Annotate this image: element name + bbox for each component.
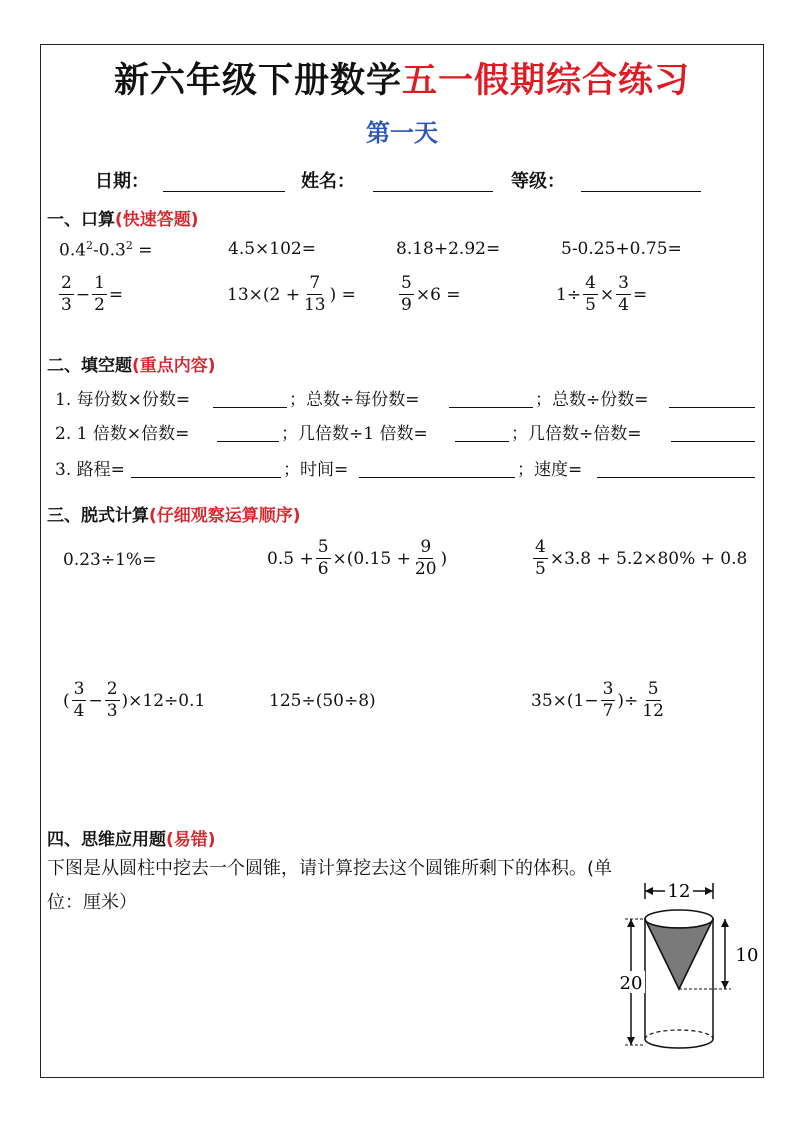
fill-blank[interactable] (213, 407, 287, 408)
expr-post: ) = (329, 284, 356, 305)
section4-heading (47, 825, 216, 850)
fill-blank[interactable] (131, 477, 281, 478)
page-title (41, 53, 763, 103)
section3-title: 三、脱式计算 (47, 506, 149, 526)
calc-q2 (267, 539, 447, 578)
expr-pre: 0.5 + (267, 548, 314, 569)
oral-q8 (556, 275, 647, 314)
numerator: 2 (106, 679, 118, 699)
numerator: 5 (401, 273, 412, 293)
oral-q1-a: 0.4 (59, 240, 87, 261)
fill-line3-c: ；速度= (517, 460, 583, 480)
arrow-head (721, 919, 729, 927)
equals: = (632, 284, 648, 305)
operator: − (75, 284, 91, 305)
grade-label: 等级： (511, 171, 565, 192)
fill-blank[interactable] (359, 477, 515, 478)
calc-q1: 0.23÷1%= (63, 550, 157, 570)
numerator: 4 (585, 273, 596, 293)
denominator: 13 (303, 295, 326, 315)
numerator: 7 (309, 273, 321, 293)
expr-pre: ( (63, 690, 70, 711)
fraction (640, 681, 666, 720)
numerator: 3 (602, 679, 614, 699)
top-width-label: 12 (667, 881, 691, 902)
denominator: 20 (414, 559, 437, 579)
title-black-part: 新六年级下册数学 (113, 61, 402, 101)
expr-post: ×6 = (415, 284, 461, 305)
section2-heading (47, 351, 216, 376)
section4-note: (易错) (166, 830, 216, 850)
numerator: 5 (647, 679, 659, 699)
expr-mid: )÷ (617, 690, 639, 711)
cone-depth-label: 10 (735, 945, 759, 966)
fraction (302, 275, 328, 314)
fill-line3-a: 3. 路程= (55, 460, 125, 480)
denominator: 2 (94, 295, 105, 315)
fill-line1-a: 1. 每份数×份数= (55, 390, 191, 410)
denominator: 5 (535, 559, 546, 579)
denominator: 3 (106, 701, 118, 721)
fraction (92, 275, 107, 314)
denominator: 6 (317, 559, 329, 579)
oral-q1-eq: = (132, 240, 153, 261)
page-subtitle: 第一天 (366, 119, 438, 147)
numerator: 3 (618, 273, 629, 293)
denominator: 4 (618, 295, 629, 315)
name-label: 姓名： (301, 171, 355, 192)
fill-line1-c: ；总数÷份数= (535, 390, 649, 410)
arrow-head (721, 981, 729, 989)
oral-q1 (59, 239, 152, 261)
denominator: 9 (401, 295, 412, 315)
fill-blank[interactable] (217, 441, 279, 442)
fraction (316, 539, 331, 578)
grade-blank[interactable] (581, 191, 701, 192)
section1-note: (快速答题) (115, 210, 199, 230)
fill-blank[interactable] (669, 407, 755, 408)
fill-line2-a: 2. 1 倍数×倍数= (55, 424, 190, 444)
oral-q5 (57, 275, 123, 314)
oral-q3: 8.18+2.92= (396, 239, 501, 259)
denominator: 3 (61, 295, 72, 315)
denominator: 5 (585, 295, 596, 315)
cylinder-bottom-front (645, 1039, 713, 1048)
expr-post: ×3.8 + 5.2×80% + 0.8 (549, 548, 748, 569)
numerator: 3 (73, 679, 85, 699)
cylinder-bottom-back (645, 1030, 713, 1039)
arrow-head (645, 887, 653, 895)
fill-blank[interactable] (449, 407, 533, 408)
fill-line3-b: ；时间= (283, 460, 349, 480)
fraction (72, 681, 87, 720)
section2-title: 二、填空题 (47, 356, 132, 376)
cone-front (645, 919, 713, 989)
fill-blank[interactable] (597, 477, 755, 478)
fill-blank[interactable] (455, 441, 509, 442)
section1-heading (47, 205, 199, 230)
name-blank[interactable] (373, 191, 493, 192)
expr-mid: ×(0.15 + (332, 548, 411, 569)
denominator: 4 (73, 701, 85, 721)
numerator: 5 (317, 537, 329, 557)
calc-q6 (531, 681, 668, 720)
denominator: 12 (642, 701, 664, 721)
numerator: 9 (420, 537, 432, 557)
numerator: 2 (61, 273, 72, 293)
fill-line2-b: ；几倍数÷1 倍数= (281, 424, 428, 444)
fraction (533, 539, 548, 578)
oral-q4: 5-0.25+0.75= (561, 239, 682, 259)
expr-post: )×12÷0.1 (121, 690, 206, 711)
cylinder-cone-figure (601, 879, 761, 1059)
height-label: 20 (619, 973, 643, 994)
fraction (413, 539, 439, 578)
section4-title: 四、思维应用题 (47, 830, 166, 850)
equals: = (108, 284, 124, 305)
arrow-head (627, 919, 635, 927)
arrow-head (705, 887, 713, 895)
fill-line1-b: ；总数÷每份数= (289, 390, 420, 410)
worksheet-frame (40, 44, 764, 1078)
problem-text-line2: 位：厘米） (47, 892, 137, 913)
fraction (399, 275, 414, 314)
oral-q2: 4.5×102= (228, 239, 316, 259)
oral-q1-exp2: 2 (125, 239, 133, 252)
oral-q6 (227, 275, 356, 314)
expr-post: ) (440, 548, 448, 569)
oral-q1-exp1: 2 (86, 239, 94, 252)
problem-text-line1: 下图是从圆柱中挖去一个圆锥，请计算挖去这个圆锥所剩下的体积。(单 (47, 858, 613, 879)
expr-pre: 13×(2 + (227, 284, 300, 305)
arrow-head (627, 1037, 635, 1045)
section2-note: (重点内容) (132, 356, 216, 376)
calc-q4 (63, 681, 205, 720)
numerator: 4 (535, 537, 546, 557)
date-label: 日期： (95, 171, 149, 192)
calc-q5: 125÷(50÷8) (269, 691, 376, 711)
oral-q1-b: -0.3 (93, 240, 126, 261)
expr-pre: 1÷ (556, 284, 582, 305)
date-blank[interactable] (163, 191, 285, 192)
fraction (105, 681, 120, 720)
oral-q7 (397, 275, 461, 314)
section3-note: (仔细观察运算顺序) (149, 506, 301, 526)
operator: − (88, 690, 103, 711)
section1-title: 一、口算 (47, 210, 115, 230)
calc-q3 (531, 539, 747, 578)
section3-heading (47, 501, 301, 526)
fraction (616, 275, 631, 314)
operator: × (599, 284, 615, 305)
fill-line2-c: ；几倍数÷倍数= (511, 424, 642, 444)
fraction (59, 275, 74, 314)
expr-pre: 35×(1− (531, 690, 599, 711)
fill-blank[interactable] (671, 441, 755, 442)
numerator: 1 (94, 273, 105, 293)
fraction (601, 681, 616, 720)
title-red-part: 五一假期综合练习 (402, 61, 691, 101)
fraction (583, 275, 598, 314)
denominator: 7 (602, 701, 614, 721)
